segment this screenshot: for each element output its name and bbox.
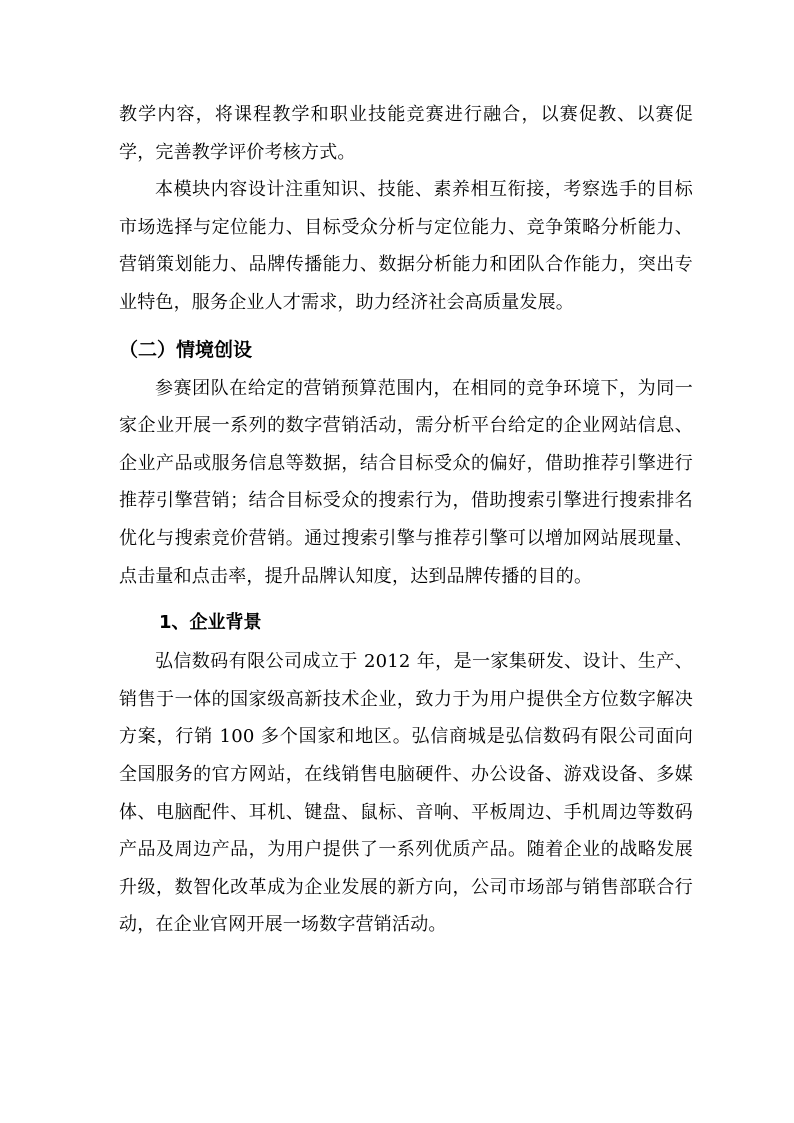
paragraph-teaching-content: 教学内容，将课程教学和职业技能竞赛进行融合，以赛促教、以赛促学，完善教学评价考核方式。 bbox=[119, 104, 693, 163]
paragraph-company-background: 弘信数码有限公司成立于 2012 年，是一家集研发、设计、生产、销售于一体的国家级高新技术企业，致力于为用户提供全方位数字解决方案，行销 100 多个国家和地区。弘信商城是弘信数码有限公司面向全国服务的官方网站，在线销售电脑硬件、办公设备、游戏设备、多媒体、电脑配件、耳机、键盘、鼠标、音响、平板周边、手机周边等数码产品及周边产品，为用户提供了一系列优质产品。随着企业的战略发展升级，数智化改革成为企业发展的新方向，公司市场部与销售部联合行动，在企业官网开展一场数字营销活动。 bbox=[119, 651, 693, 936]
paragraph-scenario: 参赛团队在给定的营销预算范围内，在相同的竞争环境下，为同一家企业开展一系列的数字营销活动，需分析平台给定的企业网站信息、企业产品或服务信息等数据，结合目标受众的偏好，借助推荐引擎进行推荐引擎营销；结合目标受众的搜索行为，借助搜索引擎进行搜索排名优化与搜索竞价营销。通过搜索引擎与推荐引擎可以增加网站展现量、点击量和点击率，提升品牌认知度，达到品牌传播的目的。 bbox=[119, 377, 693, 587]
section-heading-scenario: （二）情境创设 bbox=[119, 338, 253, 361]
subsection-heading-company-background: 1、企业背景 bbox=[159, 612, 262, 634]
page-content bbox=[119, 96, 693, 944]
paragraph-module-design: 本模块内容设计注重知识、技能、素养相互衔接，考察选手的目标市场选择与定位能力、目标受众分析与定位能力、竞争策略分析能力、营销策划能力、品牌传播能力、数据分析能力和团队合作能力，突出专业特色，服务企业人才需求，助力经济社会高质量发展。 bbox=[119, 179, 693, 313]
